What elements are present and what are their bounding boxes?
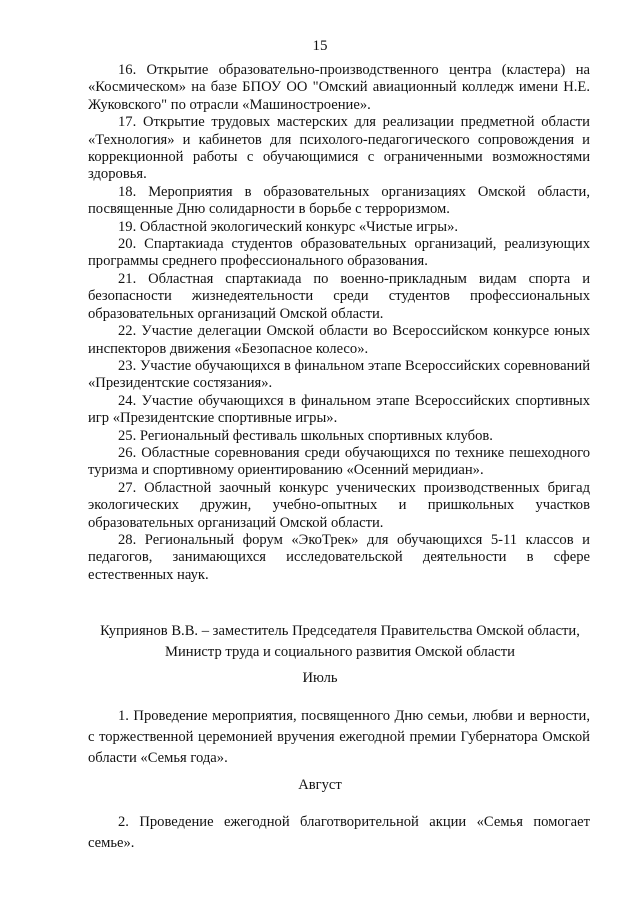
month-heading-july: Июль (302, 670, 338, 686)
items-list (88, 62, 590, 584)
list-item: 16. Открытие образовательно-производственного центра (кластера) на «Космическом» на базе БПОУ ОО "Омский авиационный колледж имени Н.Е. Жуковского" по отрасли «Машиностроение». (88, 62, 590, 113)
list-item: 25. Региональный фестиваль школьных спортивных клубов. (118, 427, 493, 444)
page-number: 15 (312, 38, 328, 54)
list-item: 17. Открытие трудовых мастерских для реализации предметной области «Технология» и кабинетов для психолого-педагогического сопровождения и коррекционной работы с обучающимися с ограниченными возможностями здоровья. (88, 114, 590, 183)
july-item: 1. Проведение мероприятия, посвященного Дню семьи, любви и верности, с торжественной церемонией вручения ежегодной премии Губернатора Омской области «Семья года». (88, 708, 590, 766)
list-item: 18. Мероприятия в образовательных организациях Омской области, посвященные Дню солидарности в борьбе с терроризмом. (88, 183, 590, 218)
responsible-person (60, 621, 620, 663)
list-item: 19. Областной экологический конкурс «Чистые игры». (118, 218, 459, 235)
list-item: 27. Областной заочный конкурс ученических производственных бригад экологических дружин, учебно-опытных и пришкольных участков образовательных организаций Омской области. (88, 479, 590, 531)
list-item: 21. Областная спартакиада по военно-прикладным видам спорта и безопасности жизнедеятельности среди студентов профессиональных образовательных организаций Омской области. (88, 270, 590, 322)
august-item: 2. Проведение ежегодной благотворительной акции «Семья помогает семье». (88, 814, 590, 851)
person-title-line1: Куприянов В.В. – заместитель Председателя Правительства Омской области, (100, 623, 580, 639)
month-heading-august: Август (298, 777, 342, 793)
list-item: 26. Областные соревнования среди обучающихся по технике пешеходного туризма и спортивному ориентированию «Осенний меридиан». (88, 444, 590, 479)
list-item: 28. Региональный форум «ЭкоТрек» для обучающихся 5-11 классов и педагогов, занимающихся исследовательской деятельности в сфере естественных наук. (88, 531, 590, 583)
person-title-line2: Министр труда и социального развития Омской области (165, 644, 515, 660)
list-item: 24. Участие обучающихся в финальном этапе Всероссийских спортивных игр «Президентские спортивные игры». (88, 392, 590, 427)
list-item: 23. Участие обучающихся в финальном этапе Всероссийских соревнований «Президентские состязания». (88, 357, 590, 392)
list-item: 22. Участие делегации Омской области во Всероссийском конкурсе юных инспекторов движения «Безопасное колесо». (88, 323, 590, 357)
list-item: 20. Спартакиада студентов образовательных организаций, реализующих программы среднего профессионального образования. (88, 236, 590, 270)
